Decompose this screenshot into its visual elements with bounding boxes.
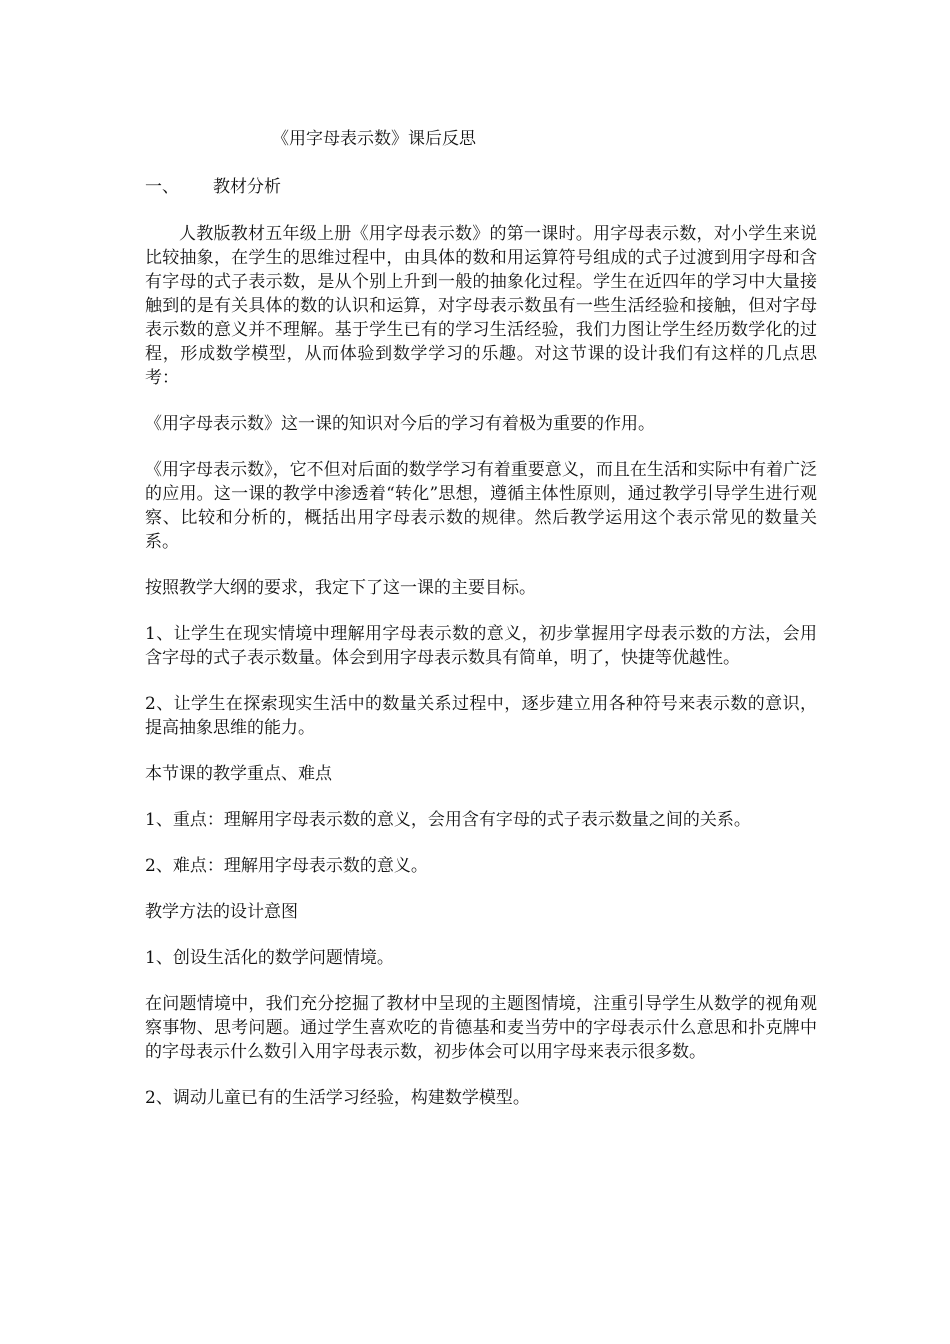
section-number: 一、 bbox=[145, 177, 179, 197]
paragraph-key-points-heading: 本节课的教学重点、难点 bbox=[145, 764, 332, 784]
paragraph-method-1: 1、创设生活化的数学问题情境。 bbox=[145, 948, 394, 968]
paragraph-key-point: 1、重点：理解用字母表示数的意义，会用含有字母的式子表示数量之间的关系。 bbox=[145, 810, 751, 830]
paragraph-method-2: 2、调动儿童已有的生活学习经验，构建数学模型。 bbox=[145, 1088, 530, 1108]
paragraph-goal-2: 2、让学生在探索现实生活中的数量关系过程中，逐步建立用各种符号来表示数的意识，提高抽象思维的能力。 bbox=[145, 694, 817, 738]
paragraph-difficulty: 2、难点：理解用字母表示数的意义。 bbox=[145, 856, 428, 876]
paragraph-goals-intro: 按照教学大纲的要求，我定下了这一课的主要目标。 bbox=[145, 578, 536, 598]
document-title: 《用字母表示数》课后反思 bbox=[272, 129, 476, 149]
section-title: 教材分析 bbox=[213, 177, 281, 197]
paragraph-intro: 人教版教材五年级上册《用字母表示数》的第一课时。用字母表示数，对小学生来说比较抽象，在学生的思维过程中，由具体的数和用运算符号组成的式子过渡到用字母和含有字母的式子表示数，是从个别上升到一般的抽象化过程。学生在近四年的学习中大量接触到的是有关具体的数的认识和运算，对字母表示数虽有一些生活经验和接触，但对字母表示数的意义并不理解。基于学生已有的学习生活经验，我们力图让学生经历数学化的过程，形成数学模型，从而体验到数学学习的乐趣。对这节课的设计我们有这样的几点思考： bbox=[145, 224, 817, 388]
paragraph-importance: 《用字母表示数》这一课的知识对今后的学习有着极为重要的作用。 bbox=[145, 414, 655, 434]
document-body bbox=[145, 222, 817, 1132]
section-heading bbox=[145, 176, 281, 198]
paragraph-methods-heading: 教学方法的设计意图 bbox=[145, 902, 298, 922]
paragraph-goal-1: 1、让学生在现实情境中理解用字母表示数的意义，初步掌握用字母表示数的方法，会用含字母的式子表示数量。体会到用字母表示数具有简单，明了，快捷等优越性。 bbox=[145, 624, 817, 668]
paragraph-method-1-detail: 在问题情境中，我们充分挖掘了教材中呈现的主题图情境，注重引导学生从数学的视角观察事物、思考问题。通过学生喜欢吃的肯德基和麦当劳中的字母表示什么意思和扑克牌中的字母表示什么数引入用字母表示数，初步体会可以用字母来表示很多数。 bbox=[145, 994, 817, 1062]
paragraph-significance: 《用字母表示数》，它不但对后面的数学学习有着重要意义，而且在生活和实际中有着广泛的应用。这一课的教学中渗透着“转化”思想，遵循主体性原则，通过教学引导学生进行观察、比较和分析的，概括出用字母表示数的规律。然后教学运用这个表示常见的数量关系。 bbox=[145, 460, 817, 552]
